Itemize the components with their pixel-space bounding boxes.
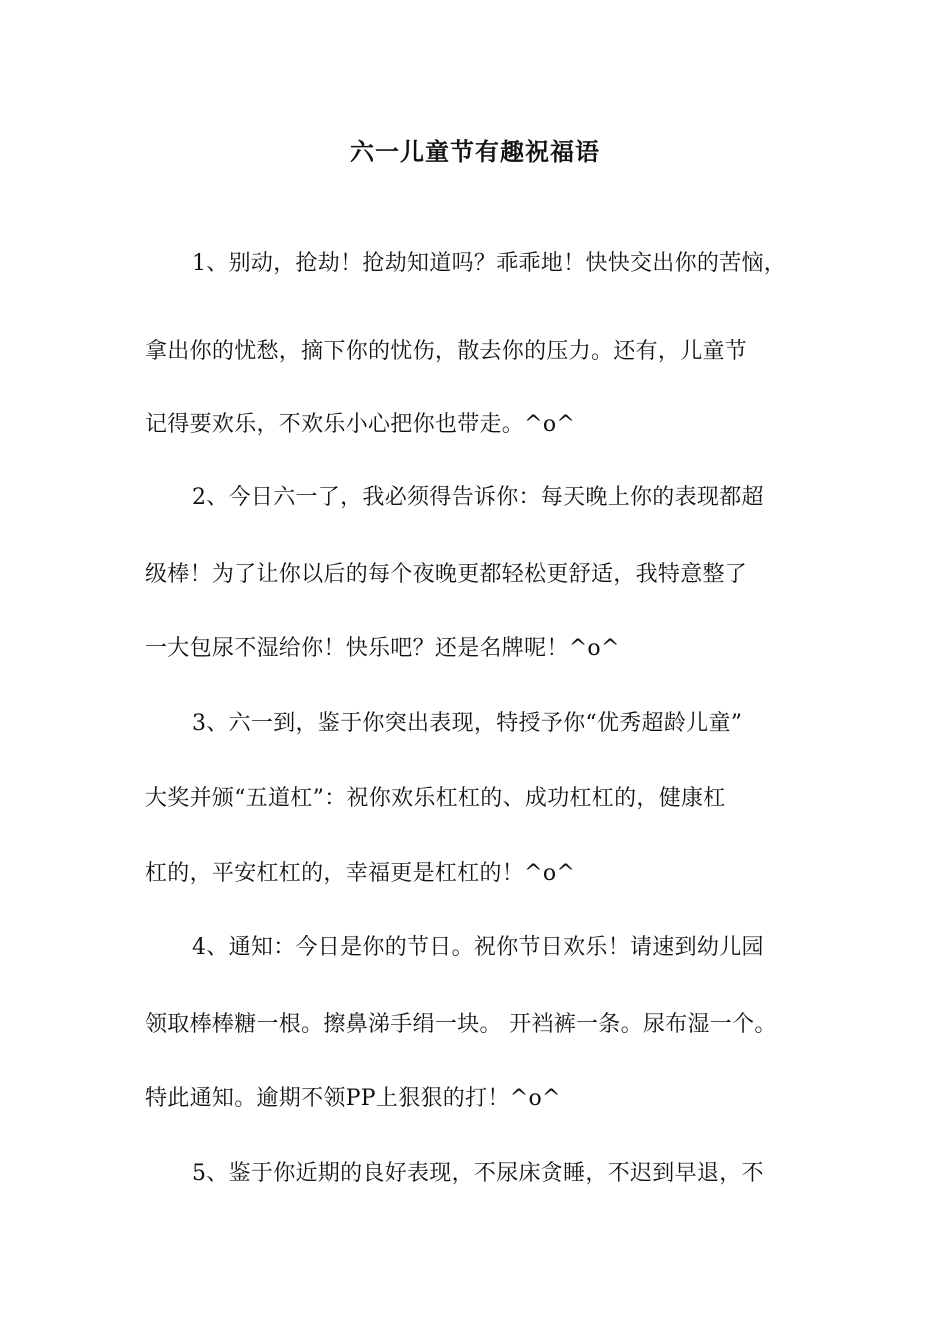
paragraph-2-line-1: 2、今日六一了，我必须得告诉你：每天晚上你的表现都超 (192, 485, 764, 510)
paragraph-5-line-1: 5、鉴于你近期的良好表现，不尿床贪睡，不迟到早退，不 (192, 1161, 764, 1186)
paragraph-3-line-2: 大奖并颁“五道杠”：祝你欢乐杠杠的、成功杠杠的，健康杠 (145, 786, 726, 811)
paragraph-3-line-1: 3、六一到，鉴于你突出表现，特授予你“优秀超龄儿童” (192, 711, 743, 736)
paragraph-4-line-3: 特此通知。逾期不领PP上狠狠的打！^o^ (145, 1086, 561, 1111)
paragraph-4-line-1: 4、通知：今日是你的节日。祝你节日欢乐！请速到幼儿园 (192, 935, 764, 960)
paragraph-4-line-2: 领取棒棒糖一根。擦鼻涕手绢一块。 开裆裤一条。尿布湿一个。 (145, 1012, 777, 1037)
paragraph-2-line-2: 级棒！为了让你以后的每个夜晚更都轻松更舒适，我特意整了 (145, 562, 748, 587)
paragraph-1-line-1: 1、别动，抢劫！抢劫知道吗？乖乖地！快快交出你的苦恼， (192, 251, 787, 276)
document-title: 六一儿童节有趣祝福语 (350, 137, 600, 166)
paragraph-2-line-3: 一大包尿不湿给你！快乐吧？还是名牌呢！^o^ (145, 636, 620, 661)
paragraph-3-line-3: 杠的，平安杠杠的，幸福更是杠杠的！^o^ (145, 861, 576, 886)
paragraph-1-line-3: 记得要欢乐，不欢乐小心把你也带走。^o^ (145, 412, 576, 437)
paragraph-1-line-2: 拿出你的忧愁，摘下你的忧伤，散去你的压力。还有，儿童节 (145, 339, 748, 364)
